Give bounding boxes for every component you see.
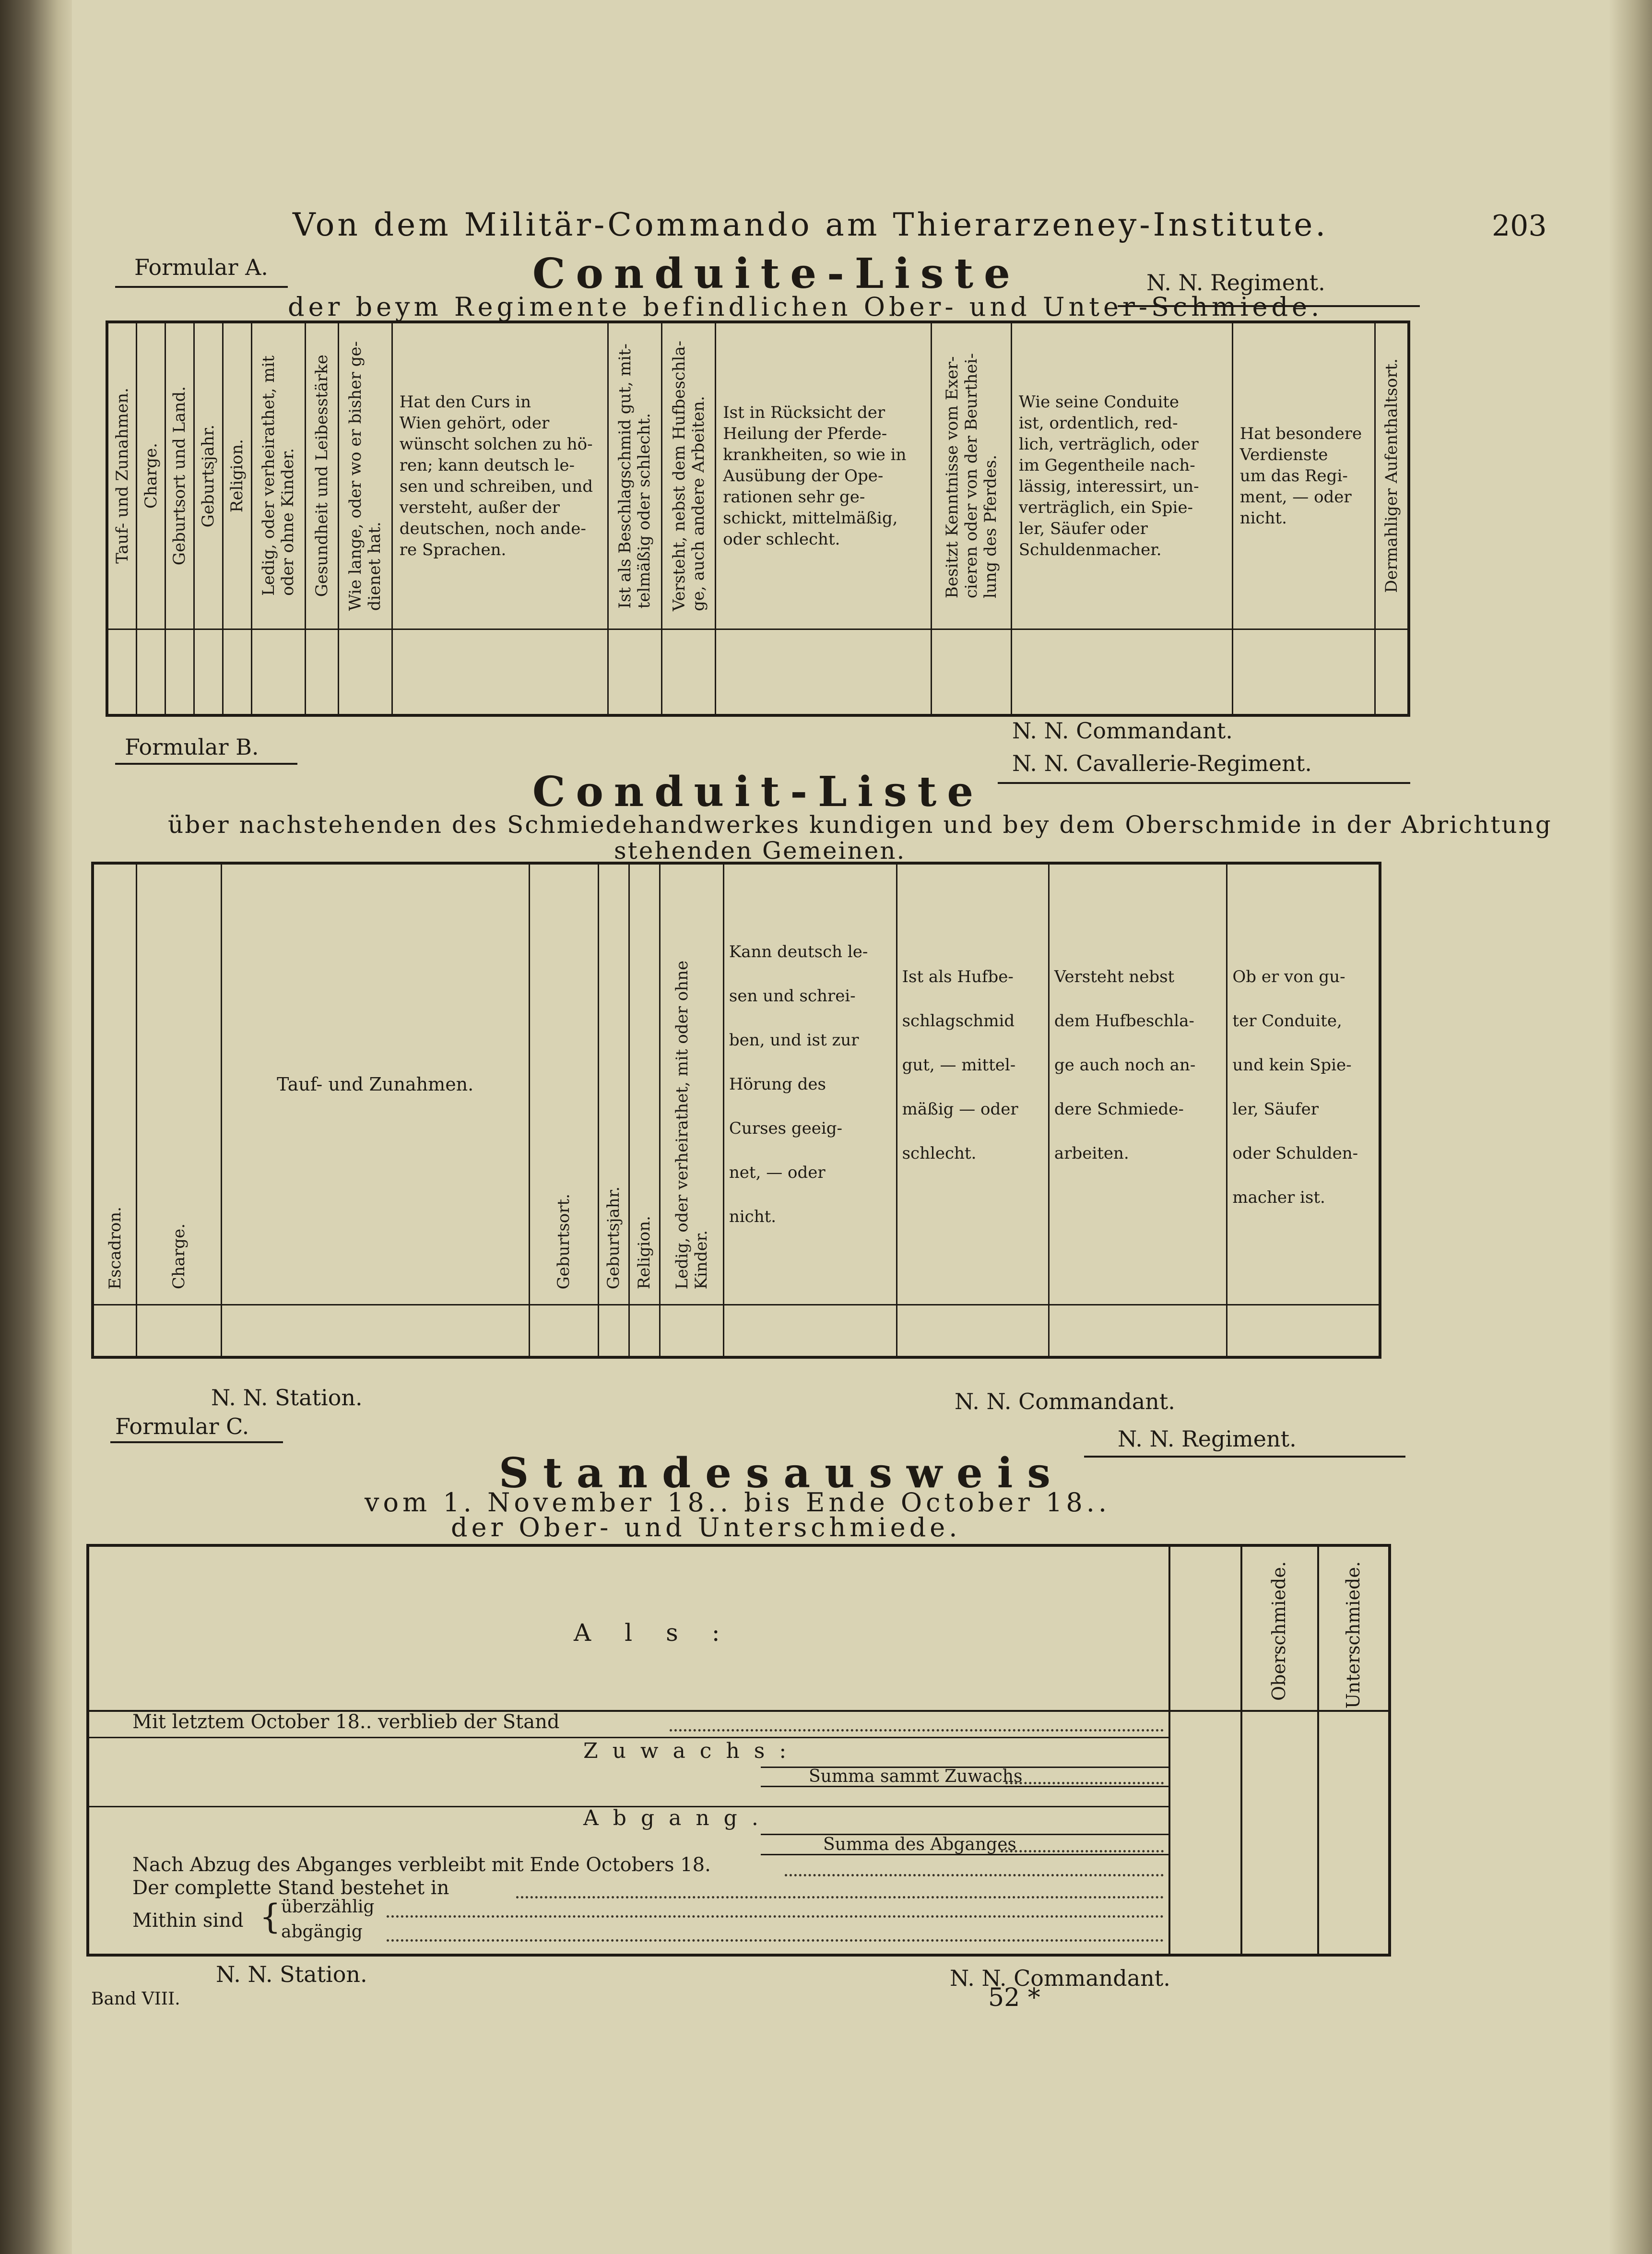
formC-row-complette: Der complette Stand bestehet in bbox=[132, 1877, 449, 1899]
formB-subtitle-1: über nachstehenden des Schmiedehandwerkes kundigen und bey dem Oberschmide in der Abrichtung bbox=[168, 811, 1552, 839]
formB-col-9: Ist als Hufbe- schlagschmid gut, — mittel- mäßig — oder schlecht. bbox=[902, 967, 1018, 1163]
formC-title: Standesausweis bbox=[499, 1449, 1065, 1497]
formB-col-7: Ledig, oder verheirathet, mit oder ohne Kinder. bbox=[672, 961, 711, 1290]
formC-als: Als: bbox=[574, 1619, 754, 1647]
formB-regiment-rule bbox=[998, 782, 1410, 784]
formA-col-13: Besitzt Kenntnisse vom Exer- cieren oder von der Beurthei- lung des Pferdes. bbox=[943, 353, 1001, 599]
formB-title: Conduit-Liste bbox=[532, 768, 984, 816]
formA-col-3: Geburtsort und Land. bbox=[170, 386, 189, 566]
formA-table bbox=[106, 320, 1410, 717]
formB-col-1: Escadron. bbox=[105, 1206, 125, 1290]
signature-mark: 52 * bbox=[988, 1983, 1040, 2012]
formB-col-3: Tauf- und Zunahmen. bbox=[277, 1073, 474, 1095]
formA-col-10: Ist als Beschlagschmid gut, mit- telmäßig oder schlecht. bbox=[615, 343, 654, 608]
formB-table bbox=[91, 862, 1381, 1359]
formA-col-9: Hat den Curs in Wien gehört, oder wünscht solchen zu hö- ren; kann deutsch le- sen und schreiben, und versteht, außer der deutschen, noch ande- re Sprachen. bbox=[399, 392, 593, 559]
formC-label: Formular C. bbox=[115, 1413, 249, 1439]
formC-label-rule bbox=[110, 1441, 283, 1443]
formA-label-rule bbox=[115, 286, 288, 288]
formC-row-mithin: Mithin sind bbox=[132, 1910, 244, 1932]
formA-col-2: Charge. bbox=[141, 443, 161, 509]
formC-row-ueberzaehlig: überzählig bbox=[281, 1897, 375, 1917]
page-number: 203 bbox=[1492, 209, 1547, 243]
formB-subtitle-2: stehenden Gemeinen. bbox=[614, 837, 906, 865]
formC-row-zuwachs: Zuwachs: bbox=[583, 1739, 801, 1763]
formA-label: Formular A. bbox=[134, 254, 268, 280]
running-title: Von dem Militär-Commando am Thierarzeney-Institute. bbox=[293, 206, 1329, 243]
formB-col-4: Geburtsort. bbox=[554, 1193, 574, 1290]
formC-row-summa-abgang: Summa des Abganges bbox=[823, 1835, 1016, 1854]
formA-col-16: Dermahliger Aufenthaltsort. bbox=[1382, 358, 1402, 593]
formB-col-11: Ob er von gu- ter Conduite, und kein Spie- ler, Säufer oder Schulden- macher ist. bbox=[1232, 967, 1358, 1207]
formA-col-6: Ledig, oder verheirathet, mit oder ohne Kinder. bbox=[259, 356, 298, 596]
formA-col-1: Tauf- und Zunahmen. bbox=[112, 388, 132, 564]
formC-row-nach-abzug: Nach Abzug des Abganges verbleibt mit Ende Octobers 18. bbox=[132, 1854, 711, 1876]
formC-commandant: N. N. Commandant. bbox=[950, 1965, 1170, 1991]
formB-col-2: Charge. bbox=[169, 1223, 189, 1290]
formB-col-5: Geburtsjahr. bbox=[604, 1186, 624, 1290]
formC-brace: { bbox=[260, 1897, 281, 1936]
formB-col-8: Kann deutsch le- sen und schrei- ben, und ist zur Hörung des Curses geeig- net, — oder nicht. bbox=[729, 942, 868, 1226]
formC-col-unter: Unterschmiede. bbox=[1343, 1561, 1364, 1709]
formC-subtitle-2: der Ober- und Unterschmiede. bbox=[451, 1512, 961, 1542]
formC-regiment-rule bbox=[1084, 1456, 1405, 1458]
formB-label-rule bbox=[115, 763, 297, 765]
formC-col-ober: Oberschmiede. bbox=[1268, 1561, 1289, 1701]
formA-title: Conduite-Liste bbox=[532, 249, 1021, 298]
page-edge bbox=[1609, 0, 1652, 2254]
formB-commandant: N. N. Commandant. bbox=[955, 1388, 1175, 1414]
formC-table bbox=[86, 1544, 1391, 1957]
formA-regiment: N. N. Regiment. bbox=[1146, 270, 1325, 296]
formC-divider-1 bbox=[1168, 1547, 1170, 1954]
formA-col-11: Versteht, nebst dem Hufbeschla- ge, auch andere Arbeiten. bbox=[669, 340, 708, 611]
formA-col-15: Hat besondere Verdienste um das Regi- ment, — oder nicht. bbox=[1239, 424, 1362, 528]
formA-col-14: Wie seine Conduite ist, ordentlich, red- lich, verträglich, oder im Gegentheile nach- lässig, interessirt, un- verträglich, ein Spie- ler, Säufer oder Schuldenmacher. bbox=[1018, 392, 1199, 559]
book-gutter bbox=[0, 0, 72, 2254]
volume-label: Band VIII. bbox=[91, 1989, 180, 2009]
formA-col-12: Ist in Rücksicht der Heilung der Pferde- krankheiten, so wie in Ausübung der Ope- rationen sehr ge- schickt, mittelmäßig, oder schlecht. bbox=[723, 403, 907, 549]
document-page bbox=[72, 0, 1609, 2254]
formA-col-5: Religion. bbox=[227, 439, 247, 513]
formB-regiment: N. N. Cavallerie-Regiment. bbox=[1012, 750, 1312, 776]
formA-col-4: Geburtsjahr. bbox=[199, 424, 218, 527]
formB-col-10: Versteht nebst dem Hufbeschla- ge auch noch an- dere Schmiede- arbeiten. bbox=[1054, 967, 1196, 1163]
formC-row-abgang: Abgang. bbox=[583, 1806, 773, 1830]
formC-regiment: N. N. Regiment. bbox=[1118, 1426, 1297, 1452]
formC-row-summa-zuwachs: Summa sammt Zuwachs bbox=[809, 1767, 1023, 1786]
formC-row-stand: Mit letztem October 18.. verblieb der Stand bbox=[132, 1711, 560, 1733]
formC-subtitle-1: vom 1. November 18.. bis Ende October 18.. bbox=[365, 1487, 1111, 1518]
formA-col-7: Gesundheit und Leibesstärke bbox=[312, 355, 331, 597]
formC-station: N. N. Station. bbox=[216, 1961, 367, 1987]
formA-subtitle: der beym Regimente befindlichen Ober- und Unter-Schmiede. bbox=[288, 292, 1323, 322]
formB-station: N. N. Station. bbox=[211, 1385, 363, 1411]
formA-commandant: N. N. Commandant. bbox=[1012, 718, 1233, 744]
formB-col-6: Religion. bbox=[635, 1216, 654, 1290]
formC-row-abgaengig: abgängig bbox=[281, 1922, 363, 1942]
formA-col-8: Wie lange, oder wo er bisher ge- dienet hat. bbox=[346, 341, 385, 611]
formB-label: Formular B. bbox=[125, 734, 259, 760]
